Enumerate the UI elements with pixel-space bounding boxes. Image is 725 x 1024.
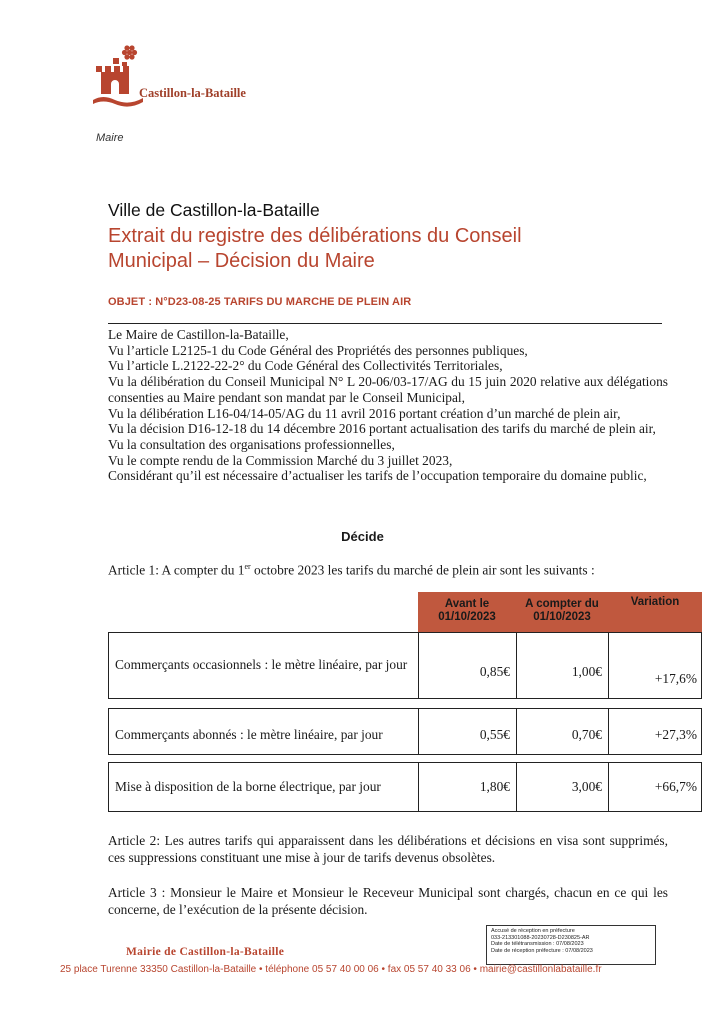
- column-header-before: Avant le 01/10/2023: [418, 592, 516, 632]
- logo-role-label: Maire: [96, 132, 124, 144]
- price-variation: +27,3%: [654, 727, 697, 742]
- receipt-line: Date de réception préfecture : 07/08/2023: [491, 947, 593, 954]
- price-after: 1,00€: [517, 633, 609, 698]
- article-3: Article 3 : Monsieur le Maire et Monsieur le Receveur Municipal sont chargés, chacun en ce qui les concerne, de l’exécution de la présente décision.: [108, 885, 668, 917]
- price-before: 0,85€: [419, 633, 517, 698]
- footer-contact-line: 25 place Turenne 33350 Castillon-la-Bataille • téléphone 05 57 40 00 06 • fax 05 57 40 33 06 • mairie@castillonlabataille.fr: [60, 964, 602, 975]
- column-header-after: A compter du 01/10/2023: [516, 592, 608, 632]
- article-1-text-end: octobre 2023 les tarifs du marché de plein air sont les suivants :: [250, 562, 595, 578]
- divider: [108, 323, 662, 324]
- document-title: [108, 224, 668, 274]
- visa-item: Vu la délibération L16-04/14-05/AG du 11 avril 2016 portant création d’un marché de plein air,: [108, 405, 621, 421]
- title-line-1: Extrait du registre des délibérations du Conseil: [108, 225, 522, 247]
- price-before: 0,55€: [419, 709, 517, 754]
- logo-town-name: Castillon-la-Bataille: [139, 86, 246, 100]
- price-after: 0,70€: [517, 709, 609, 754]
- subject-line: OBJET : N°D23-08-25 TARIFS DU MARCHE DE PLEIN AIR: [108, 296, 412, 308]
- tariff-table: [108, 592, 702, 815]
- visa-item: Le Maire de Castillon-la-Bataille,: [108, 327, 289, 342]
- town-logo-castle-icon: [93, 44, 145, 112]
- visa-item: Vu la décision D16-12-18 du 14 décembre 2016 portant actualisation des tarifs du marché de plein air,: [108, 421, 656, 437]
- visa-item: Vu la délibération du Conseil Municipal N° L 20-06/03-17/AG du 15 juin 2020 relative aux délégations consenties au Maire pendant son mandat par le Conseil Municipal,: [108, 374, 668, 405]
- column-header-variation: Variation: [608, 592, 702, 632]
- article-1: [108, 562, 668, 578]
- price-before: 1,80€: [419, 763, 517, 811]
- price-variation: +66,7%: [654, 779, 697, 794]
- visa-item: Vu la consultation des organisations professionnelles,: [108, 436, 395, 452]
- receipt-line: 033-213301088-20230728-D230825-AR: [491, 934, 590, 941]
- table-row: [108, 708, 702, 755]
- receipt-line: Accusé de réception en préfecture: [491, 928, 575, 934]
- title-line-2: Municipal – Décision du Maire: [108, 250, 375, 272]
- receipt-line: Date de télétransmission : 07/08/2023: [491, 941, 584, 948]
- price-variation: +17,6%: [654, 671, 697, 686]
- prefecture-receipt-stamp: [486, 925, 656, 965]
- row-label: Commerçants occasionnels : le mètre linéaire, par jour: [109, 633, 419, 698]
- table-row: [108, 632, 702, 699]
- visa-list: [108, 327, 668, 484]
- row-label: Mise à disposition de la borne électrique, par jour: [109, 763, 419, 811]
- table-row: [108, 762, 702, 812]
- visa-item: Vu le compte rendu de la Commission Marché du 3 juillet 2023,: [108, 452, 453, 468]
- decision-heading: Décide: [341, 529, 384, 544]
- town-heading: Ville de Castillon-la-Bataille: [108, 200, 320, 220]
- article-2: Article 2: Les autres tarifs qui apparaissent dans les délibérations et décisions en visa sont supprimés, ces suppressions constituant une mise à jour de tarifs devenus obsolètes.: [108, 833, 668, 865]
- footer-town-hall-name: Mairie de Castillon-la-Bataille: [126, 946, 285, 958]
- visa-item: Vu l’article L2125-1 du Code Général des Propriétés des personnes publiques,: [108, 342, 528, 358]
- article-1-text: Article 1: A compter du 1: [108, 562, 245, 578]
- price-after: 3,00€: [517, 763, 609, 811]
- article-1-sup: er: [244, 562, 251, 571]
- visa-item: Vu l’article L.2122-22-2° du Code Général des Collectivités Territoriales,: [108, 358, 503, 374]
- row-label: Commerçants abonnés : le mètre linéaire, par jour: [109, 709, 419, 754]
- visa-item: Considérant qu’il est nécessaire d’actualiser les tarifs de l’occupation temporaire du domaine public,: [108, 468, 647, 484]
